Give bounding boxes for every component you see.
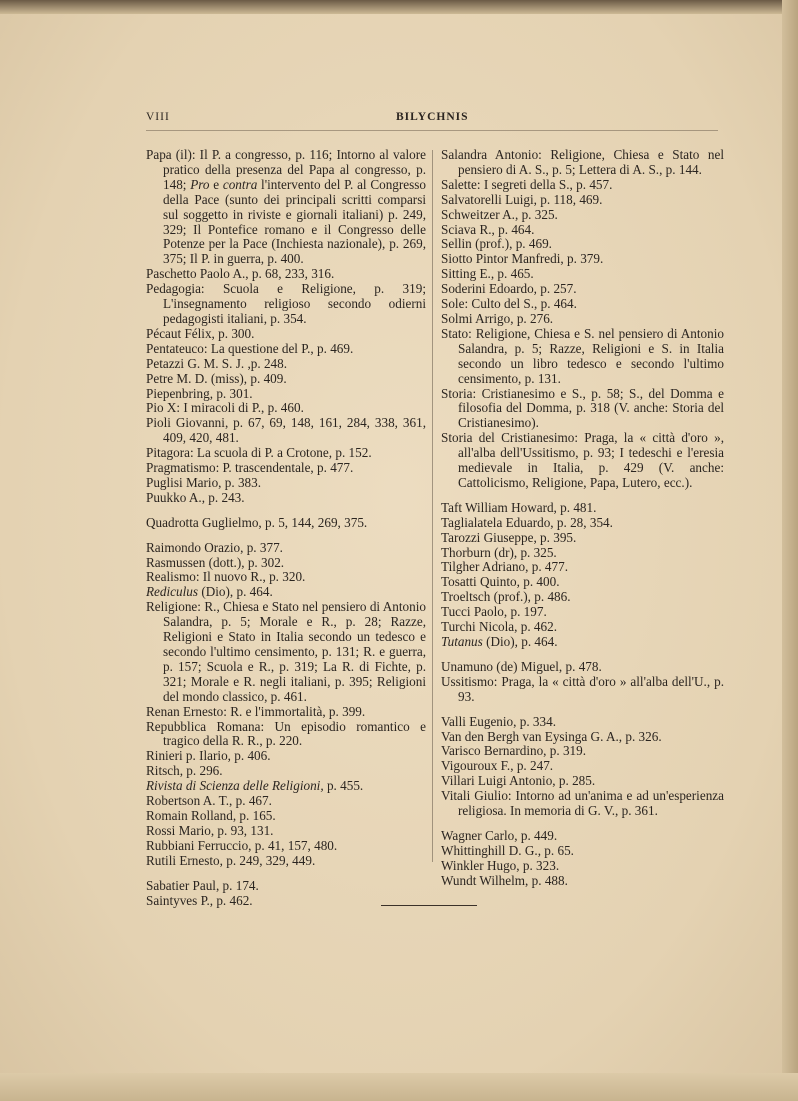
index-entry [146, 476, 426, 491]
index-entry-text: Villari Luigi Antonio, p. 285. [441, 773, 596, 789]
index-entry [146, 372, 426, 387]
index-entry-text: Turchi Nicola, p. 462. [441, 619, 557, 635]
index-entry-text: Van den Bergh van Eysinga G. A., p. 326. [441, 728, 662, 744]
page-right-edge [782, 0, 798, 1101]
index-entry-text: Pécaut Félix, p. 300. [146, 325, 255, 341]
index-entry [146, 764, 426, 779]
index-entry-text: Tucci Paolo, p. 197. [441, 604, 547, 620]
index-entry-text: Vigouroux F., p. 247. [441, 758, 554, 774]
index-entry-text: l'intervento del P. al Congresso della Pace (sunto dei principali scritti comparsi sul soggetto in riviste e giornali italiani) p. 249, 329; Il Pontefice romano e il Congresso delle Potenze per la Pace (Inchiesta nazionale), p. 269, 375; Il P. in guerra, p. 400. [163, 176, 427, 267]
index-entry-text: Salvatorelli Luigi, p. 118, 469. [441, 191, 603, 207]
index-entry [441, 859, 724, 874]
index-entry [146, 894, 426, 909]
index-entry [441, 874, 724, 889]
index-entry-text: Rivista di Scienza delle Religioni, [146, 778, 324, 794]
index-entry-text: Tilgher Adriano, p. 477. [441, 559, 568, 575]
index-entry-text: Sole: Culto del S., p. 464. [441, 296, 577, 312]
index-entry [146, 267, 426, 282]
page-header [146, 111, 718, 131]
index-entry-text: Robertson A. T., p. 467. [146, 793, 272, 809]
index-entry-text: Storia: Cristianesimo e S., p. 58; S., del Domma e filosofia del Domma, p. 318 (V. anche: Storia del Cristianesimo). [441, 385, 724, 431]
index-entry [146, 854, 426, 869]
closing-rule [381, 905, 477, 906]
index-entry [441, 148, 724, 178]
index-entry [146, 779, 426, 794]
index-entry [441, 620, 724, 635]
index-entry-text: Saintyves P., p. 462. [146, 892, 253, 908]
index-entry-text: Valli Eugenio, p. 334. [441, 713, 557, 729]
index-entry-text: Salandra Antonio: Religione, Chiesa e Stato nel pensiero di A. S., p. 5; Lettera di A. S., p. 144. [441, 147, 724, 177]
index-entry [441, 844, 724, 859]
index-entry [146, 879, 426, 894]
index-entry-text: Paschetto Paolo A., p. 68, 233, 316. [146, 266, 335, 282]
index-entry [146, 556, 426, 571]
index-entry-text: Rasmussen (dott.), p. 302. [146, 554, 285, 570]
index-entry-text: Petre M. D. (miss), p. 409. [146, 370, 287, 386]
index-entry-text: Renan Ernesto: R. e l'immortalità, p. 399. [146, 703, 366, 719]
index-entry [146, 839, 426, 854]
index-entry [441, 237, 724, 252]
index-entry-text: Pioli Giovanni, p. 67, 69, 148, 161, 284, 338, 361, 409, 420, 481. [146, 415, 426, 446]
index-entry [146, 516, 426, 531]
index-entry-text: Whittinghill D. G., p. 65. [441, 842, 574, 858]
index-column-left [146, 148, 426, 908]
index-entry-text: Tarozzi Giuseppe, p. 395. [441, 529, 577, 545]
index-entry [441, 501, 724, 516]
index-entry [441, 789, 724, 819]
index-entry [441, 774, 724, 789]
index-entry-text: Wundt Wilhelm, p. 488. [441, 872, 568, 888]
index-entry [146, 749, 426, 764]
index-entry-text: Puukko A., p. 243. [146, 489, 245, 505]
index-entry [441, 178, 724, 193]
index-entry [441, 431, 724, 491]
index-entry [441, 223, 724, 238]
index-entry [441, 267, 724, 282]
index-entry-text: Rossi Mario, p. 93, 131. [146, 822, 274, 838]
index-entry-text: Wagner Carlo, p. 449. [441, 827, 558, 843]
index-entry [146, 541, 426, 556]
index-entry-text: Sitting E., p. 465. [441, 266, 534, 282]
index-entry-text: Pio X: I miracoli di P., p. 460. [146, 400, 304, 416]
index-entry [441, 730, 724, 745]
index-entry-text: Vitali Giulio: Intorno ad un'anima e ad un'esperienza religiosa. In memoria di G. V., p. 361. [441, 788, 724, 819]
index-entry-text: Siotto Pintor Manfredi, p. 379. [441, 251, 604, 267]
index-entry-text: Papa (il): Il P. a congresso, p. 116; Intorno al valore pratico della presenza del Papa al congresso, p. 148; [146, 147, 426, 192]
index-entry [441, 605, 724, 620]
index-entry [146, 282, 426, 327]
index-entry [146, 387, 426, 402]
index-entry [441, 282, 724, 297]
index-entry [441, 560, 724, 575]
index-entry-text: Petazzi G. M. S. J. ,p. 248. [146, 355, 288, 371]
index-entry [441, 759, 724, 774]
index-entry [146, 491, 426, 506]
index-entry-text: Sciava R., p. 464. [441, 221, 535, 237]
column-divider [432, 150, 433, 862]
running-title: BILYCHNIS [396, 111, 469, 123]
index-entry-text: Puglisi Mario, p. 383. [146, 474, 262, 490]
index-entry-text: Sabatier Paul, p. 174. [146, 877, 259, 893]
index-entry [146, 824, 426, 839]
index-entry [146, 357, 426, 372]
index-entry-text: Unamuno (de) Miguel, p. 478. [441, 658, 602, 674]
index-entry-text: Rinieri p. Ilario, p. 406. [146, 748, 271, 764]
index-entry-text: (Dio), p. 464. [482, 634, 558, 649]
index-entry [441, 252, 724, 267]
index-entry [441, 327, 724, 387]
index-entry [441, 635, 724, 650]
index-entry-text: Romain Rolland, p. 165. [146, 807, 276, 823]
index-entry-text: Rubbiani Ferruccio, p. 41, 157, 480. [146, 837, 338, 853]
index-entry-text: Sellin (prof.), p. 469. [441, 236, 552, 252]
index-entry-text: Salette: I segreti della S., p. 457. [441, 176, 613, 192]
index-entry-text: Troeltsch (prof.), p. 486. [441, 589, 571, 605]
index-entry [441, 675, 724, 705]
index-column-right [441, 148, 724, 889]
index-entry [441, 193, 724, 208]
index-entry [146, 342, 426, 357]
index-entry-text: Stato: Religione, Chiesa e S. nel pensiero di Antonio Salandra, p. 5; Razze, Religioni e S. in Italia secondo un libro tedesco e secondo l'ultimo censimento, p. 131. [441, 325, 724, 386]
index-entry-text: p. 455. [323, 778, 364, 794]
index-entry-text: Ussitismo: Praga, la « città d'oro » all'alba dell'U., p. 93. [441, 673, 724, 704]
index-entry-text: Varisco Bernardino, p. 319. [441, 743, 587, 759]
index-entry [441, 312, 724, 327]
page-number: VIII [146, 111, 170, 123]
index-entry-text: Repubblica Romana: Un episodio romantico e tragico della R. R., p. 220. [146, 718, 426, 749]
index-entry-text: Piepenbring, p. 301. [146, 385, 253, 401]
header-rule [146, 130, 718, 131]
index-entry-text: Pentateuco: La questione del P., p. 469. [146, 340, 354, 356]
index-entry [146, 600, 426, 704]
index-entry [146, 809, 426, 824]
index-entry-text: Storia del Cristianesimo: Praga, la « città d'oro », all'alba dell'Ussitismo, p. 93; I tedeschi e l'eresia medievale in Italia, p. 429 (V. anche: Cattolicismo, Religione, Papa, Lutero, ecc.). [441, 430, 724, 490]
index-entry [146, 148, 426, 267]
index-entry [441, 531, 724, 546]
index-entry-text: Pro [190, 176, 210, 192]
index-entry-text: Raimondo Orazio, p. 377. [146, 539, 283, 555]
index-entry [146, 446, 426, 461]
index-entry [441, 660, 724, 675]
index-entry-text: Quadrotta Guglielmo, p. 5, 144, 269, 375. [146, 514, 368, 530]
index-entry [441, 590, 724, 605]
index-entry [146, 720, 426, 750]
index-entry-text: Thorburn (dr), p. 325. [441, 544, 557, 560]
index-entry [441, 516, 724, 531]
index-entry [146, 327, 426, 342]
index-entry [146, 570, 426, 585]
index-entry [146, 416, 426, 446]
index-entry-text: contra [222, 176, 258, 192]
index-entry [441, 575, 724, 590]
index-entry [441, 387, 724, 432]
index-entry-text: Realismo: Il nuovo R., p. 320. [146, 569, 306, 585]
index-entry-text: (Dio), p. 464. [198, 584, 273, 600]
index-entry-text: Taft William Howard, p. 481. [441, 499, 597, 515]
index-entry-text: Schweitzer A., p. 325. [441, 206, 558, 222]
index-entry-text: Solmi Arrigo, p. 276. [441, 310, 554, 326]
index-entry-text: Tutanus [441, 634, 483, 649]
index-entry-text: Religione: R., Chiesa e Stato nel pensiero di Antonio Salandra, p. 5; Morale e R., p. 28; Razze, Religioni e Stato in Italia secondo un tedesco e secondo l'ultimo censimento, p. 131; R. e guerra, p. 157; Scuola e R., p. 319; La R. di Fichte, p. 321; Morale e R. negli italiani, p. 395; Religioni del mondo classico, p. 461. [146, 599, 426, 704]
index-entry-text: Rutili Ernesto, p. 249, 329, 449. [146, 852, 316, 868]
index-entry-text: Pragmatismo: P. trascendentale, p. 477. [146, 460, 354, 476]
index-entry [441, 829, 724, 844]
index-entry-text: Winkler Hugo, p. 323. [441, 857, 560, 873]
index-entry [441, 208, 724, 223]
index-entry [441, 715, 724, 730]
index-entry [146, 794, 426, 809]
page-top-edge [0, 0, 798, 14]
index-entry-text: Soderini Edoardo, p. 257. [441, 281, 577, 297]
index-entry [146, 461, 426, 476]
index-entry [146, 585, 426, 600]
index-entry [146, 401, 426, 416]
index-entry-text: Ritsch, p. 296. [146, 763, 223, 779]
index-entry [441, 297, 724, 312]
index-entry [441, 546, 724, 561]
index-entry-text: e [209, 176, 223, 192]
index-entry-text: Taglialatela Eduardo, p. 28, 354. [441, 514, 613, 530]
index-entry-text: Tosatti Quinto, p. 400. [441, 574, 560, 590]
page-bottom-edge [0, 1073, 798, 1101]
index-entry [146, 705, 426, 720]
index-entry-text: Pitagora: La scuola di P. a Crotone, p. 152. [146, 445, 372, 461]
index-entry [441, 744, 724, 759]
index-entry-text: Pedagogia: Scuola e Religione, p. 319; L'insegnamento religioso secondo odierni pedagogisti italiani, p. 354. [146, 281, 426, 326]
index-entry-text: Rediculus [146, 584, 199, 600]
